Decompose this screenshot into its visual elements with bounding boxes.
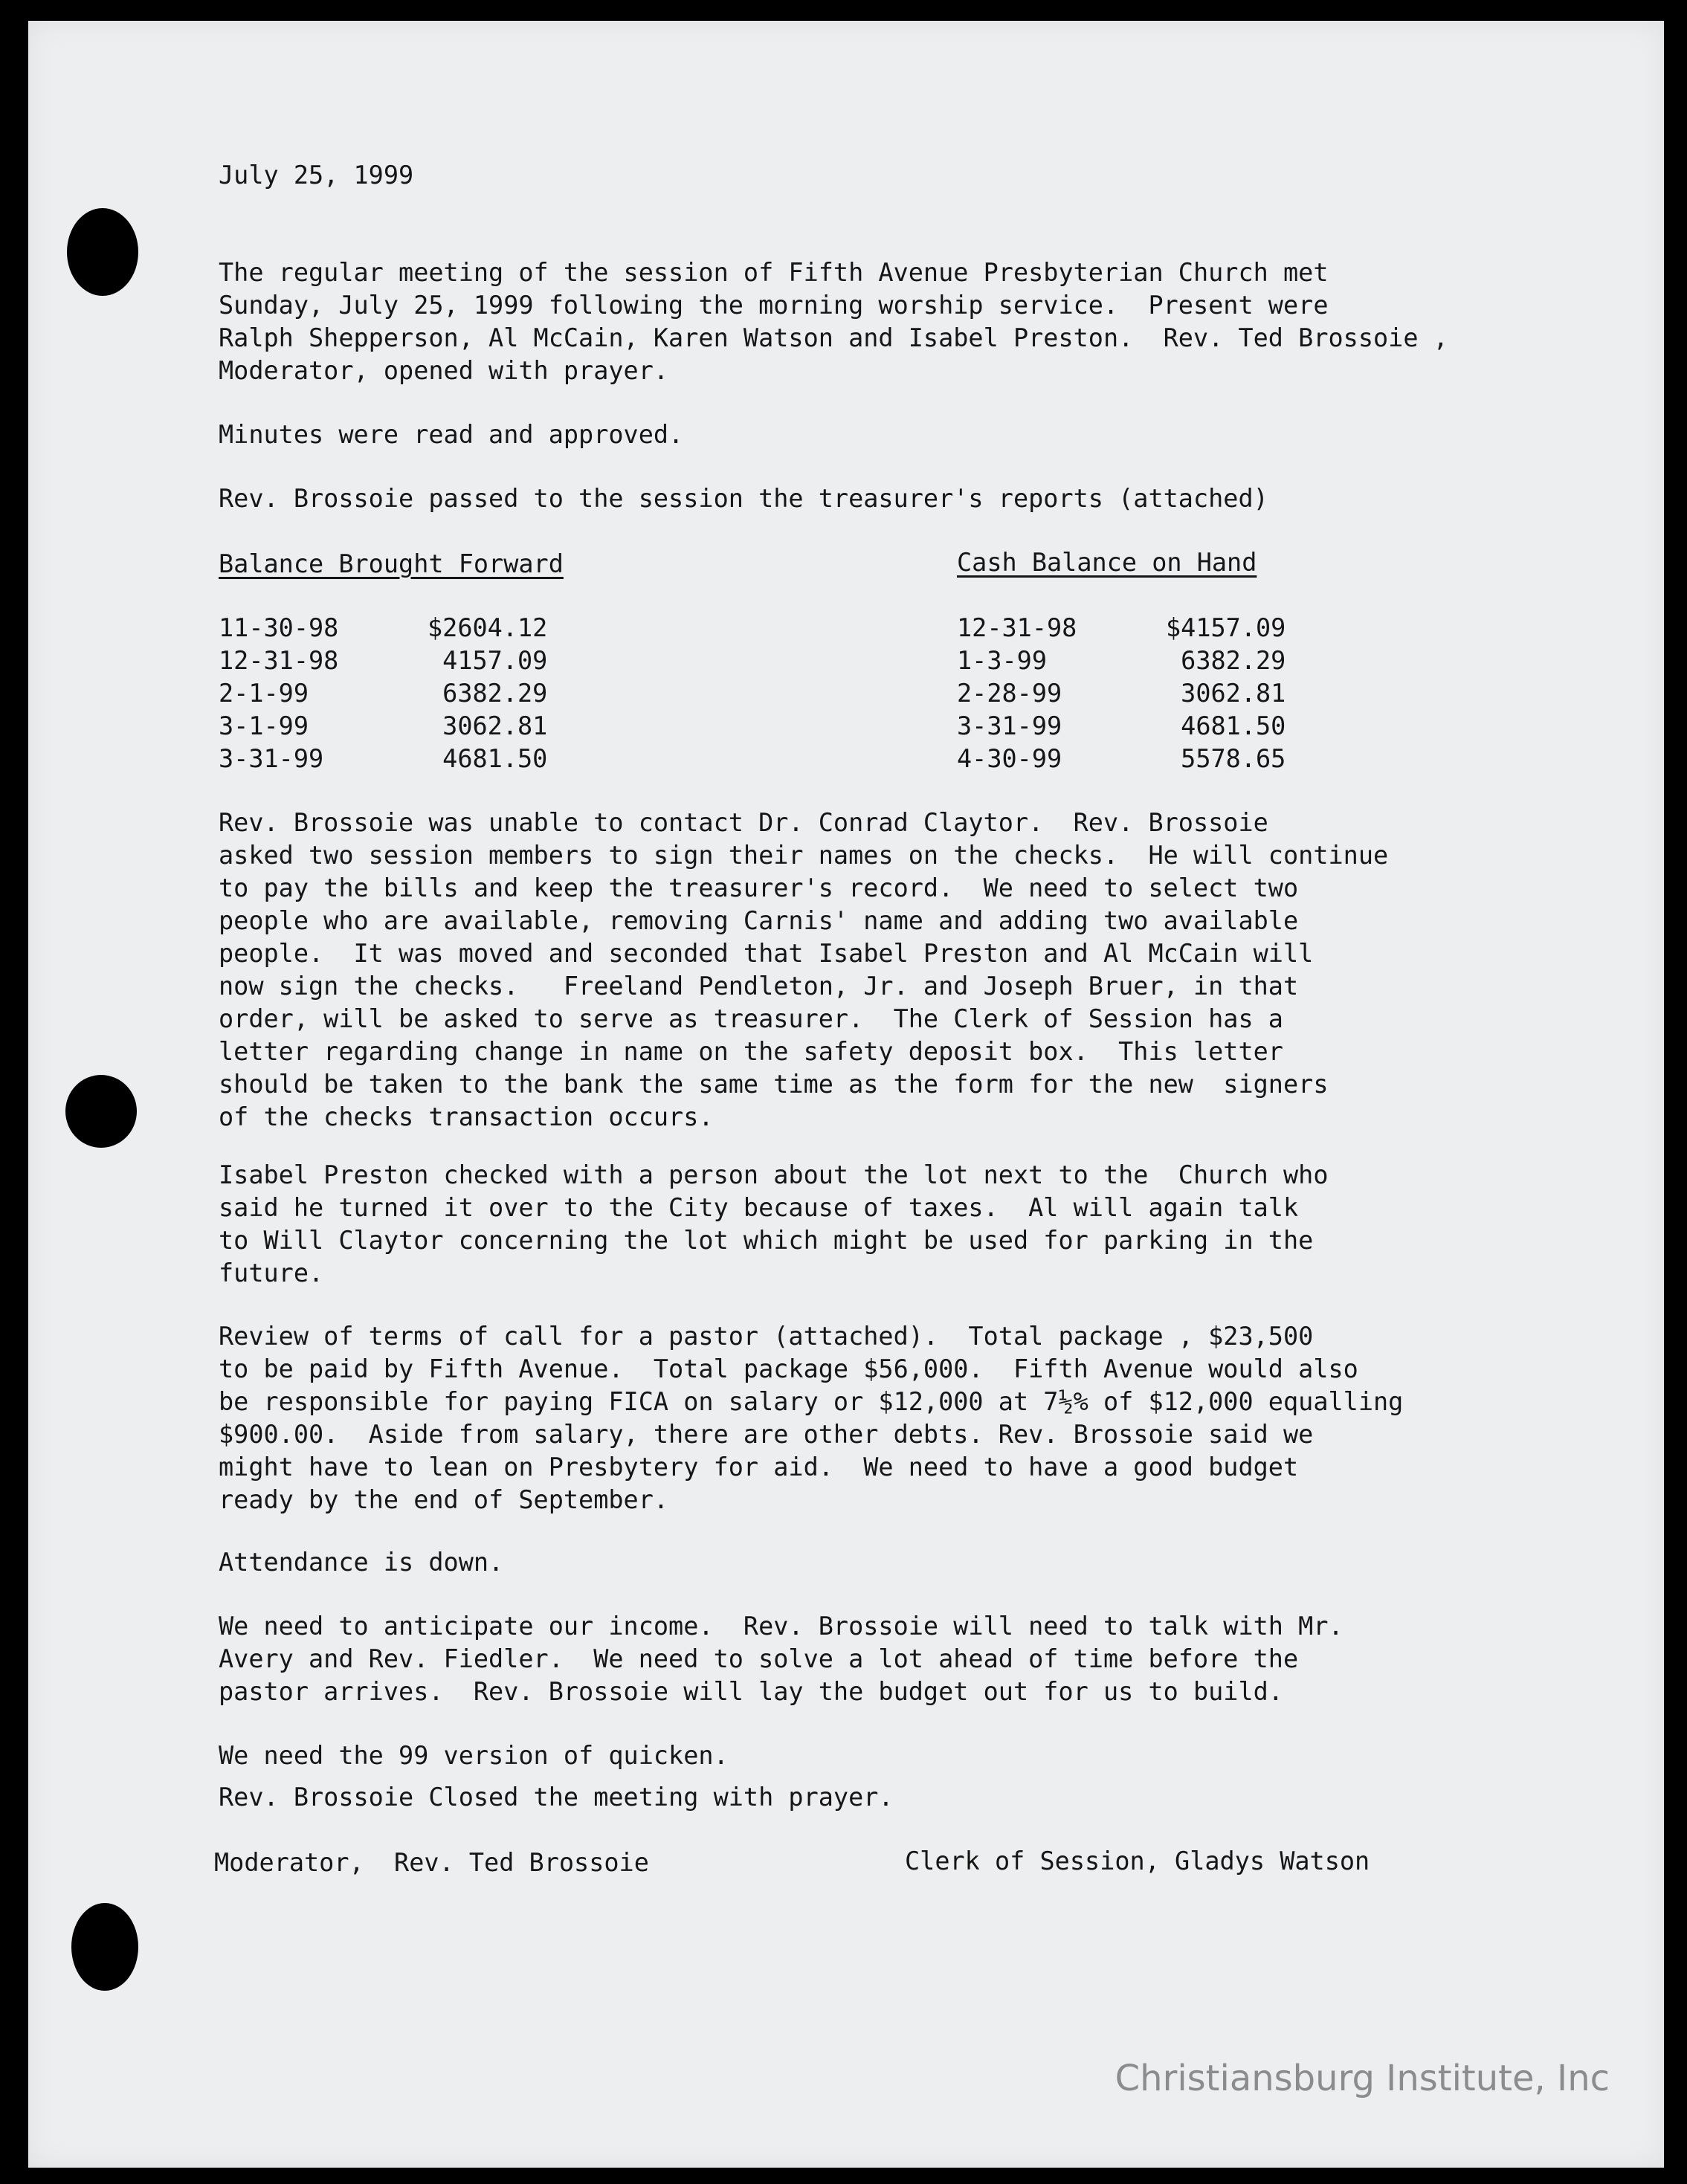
table-cell-amount: 6382.29 <box>428 679 548 708</box>
table-cell-date: 12-31-98 <box>219 646 339 675</box>
text-line: ready by the end of September. <box>219 1485 669 1514</box>
table-cell-date: 2-1-99 <box>219 679 309 708</box>
table-cell-date: 3-31-99 <box>219 744 324 773</box>
quicken-line: We need the 99 version of quicken. <box>219 1741 729 1770</box>
text-line: should be taken to the bank the same time as the form for the new signers <box>219 1070 1329 1099</box>
table-cell-amount: 4681.50 <box>428 744 548 773</box>
table-cell-date: 1-3-99 <box>957 646 1048 675</box>
text-line: Avery and Rev. Fiedler. We need to solve a lot ahead of time before the <box>219 1644 1299 1673</box>
table-cell-date: 3-31-99 <box>957 711 1062 740</box>
closing-line: Rev. Brossoie Closed the meeting with prayer. <box>219 1783 894 1812</box>
text-line: $900.00. Aside from salary, there are other debts. Rev. Brossoie said we <box>219 1420 1314 1449</box>
text-line: to Will Claytor concerning the lot which might be used for parking in the <box>219 1226 1314 1255</box>
text-line: Ralph Shepperson, Al McCain, Karen Watson and Isabel Preston. Rev. Ted Brossoie , <box>219 323 1448 352</box>
archive-watermark: Christiansburg Institute, Inc <box>1115 2058 1610 2099</box>
attendance-line: Attendance is down. <box>219 1548 504 1577</box>
text-line: We need to anticipate our income. Rev. Brossoie will need to talk with Mr. <box>219 1612 1344 1641</box>
text-line: order, will be asked to serve as treasurer. The Clerk of Session has a <box>219 1004 1283 1033</box>
table-cell-date: 2-28-99 <box>957 679 1062 708</box>
minutes-line: Minutes were read and approved. <box>219 420 684 449</box>
text-line: might have to lean on Presbytery for aid. We need to have a good budget <box>219 1453 1299 1482</box>
punch-hole <box>67 208 138 296</box>
text-line: future. <box>219 1259 324 1288</box>
text-line: to pay the bills and keep the treasurer's record. We need to select two <box>219 873 1299 902</box>
balance-forward-heading: Balance Brought Forward <box>219 549 564 578</box>
table-cell-amount: $4157.09 <box>1166 613 1286 642</box>
table-cell-amount: 6382.29 <box>1166 646 1286 675</box>
text-line: Rev. Brossoie was unable to contact Dr. Conrad Claytor. Rev. Brossoie <box>219 808 1268 837</box>
table-cell-date: 4-30-99 <box>957 744 1062 773</box>
text-line: people. It was moved and seconded that Isabel Preston and Al McCain will <box>219 939 1314 968</box>
text-line: pastor arrives. Rev. Brossoie will lay the budget out for us to build. <box>219 1677 1283 1706</box>
punch-hole <box>71 1903 138 1991</box>
text-line: said he turned it over to the City because of taxes. Al will again talk <box>219 1193 1299 1222</box>
table-cell-amount: $2604.12 <box>428 613 548 642</box>
table-cell-date: 3-1-99 <box>219 711 309 740</box>
table-cell-date: 12-31-98 <box>957 613 1077 642</box>
table-cell-amount: 3062.81 <box>1166 679 1286 708</box>
text-line: Isabel Preston checked with a person about the lot next to the Church who <box>219 1160 1329 1189</box>
text-line: to be paid by Fifth Avenue. Total package $56,000. Fifth Avenue would also <box>219 1354 1358 1383</box>
moderator-signature: Moderator, Rev. Ted Brossoie <box>214 1848 649 1877</box>
clerk-signature: Clerk of Session, Gladys Watson <box>905 1847 1370 1876</box>
table-cell-amount: 3062.81 <box>428 711 548 740</box>
text-line: Sunday, July 25, 1999 following the morning worship service. Present were <box>219 291 1329 320</box>
text-line: be responsible for paying FICA on salary or $12,000 at 7½% of $12,000 equalling <box>219 1387 1404 1416</box>
table-cell-date: 11-30-98 <box>219 613 339 642</box>
text-line: Moderator, opened with prayer. <box>219 356 669 385</box>
text-line: Review of terms of call for a pastor (attached). Total package , $23,500 <box>219 1322 1314 1351</box>
cash-on-hand-heading: Cash Balance on Hand <box>957 548 1257 577</box>
punch-hole <box>65 1075 137 1148</box>
text-line: people who are available, removing Carnis' name and adding two available <box>219 906 1299 935</box>
text-line: The regular meeting of the session of Fifth Avenue Presbyterian Church met <box>219 258 1329 287</box>
text-line: of the checks transaction occurs. <box>219 1102 714 1131</box>
text-line: now sign the checks. Freeland Pendleton, Jr. and Joseph Bruer, in that <box>219 972 1299 1001</box>
table-cell-amount: 4157.09 <box>428 646 548 675</box>
text-line: letter regarding change in name on the safety deposit box. This letter <box>219 1037 1283 1066</box>
treasurer-intro: Rev. Brossoie passed to the session the treasurer's reports (attached) <box>219 484 1268 513</box>
text-line: asked two session members to sign their names on the checks. He will continue <box>219 841 1389 870</box>
meeting-date: July 25, 1999 <box>219 161 414 190</box>
table-cell-amount: 5578.65 <box>1166 744 1286 773</box>
table-cell-amount: 4681.50 <box>1166 711 1286 740</box>
